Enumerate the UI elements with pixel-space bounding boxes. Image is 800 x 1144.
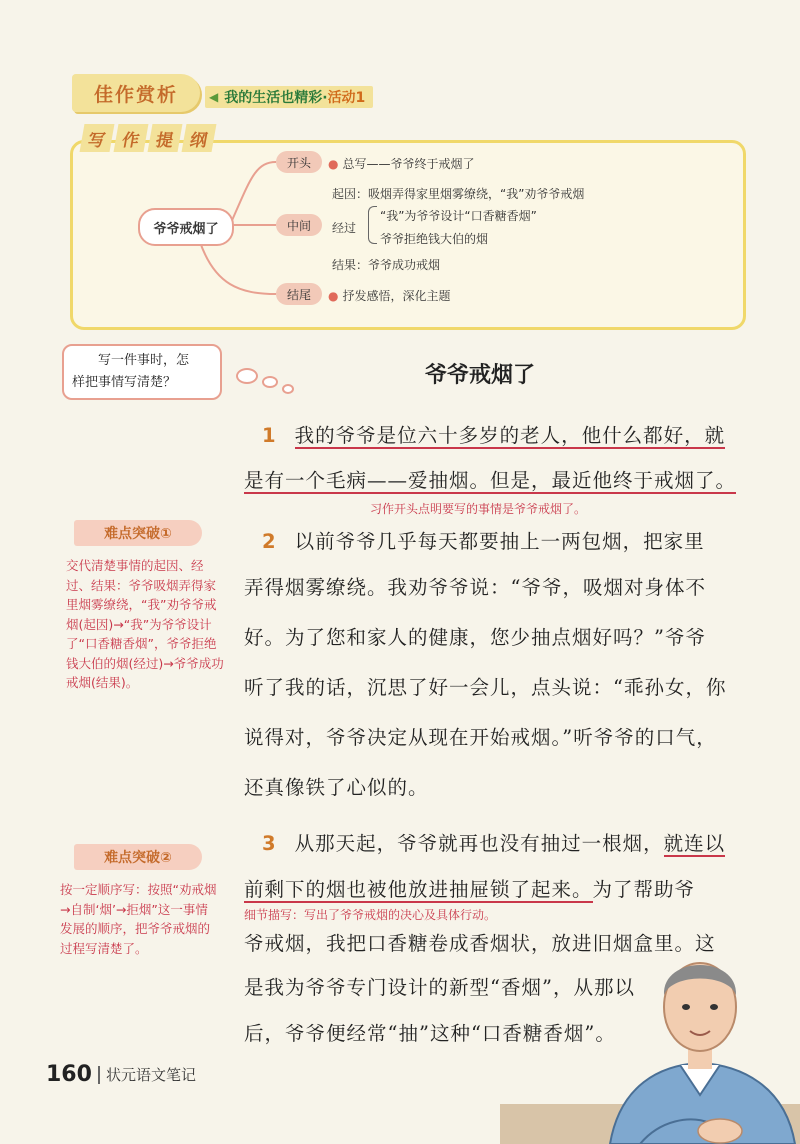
p2-line-1: [262, 526, 705, 554]
paragraph-number: 1: [262, 424, 277, 447]
branch-ending: 结尾: [276, 283, 322, 305]
outline-title-char: 写: [80, 124, 115, 152]
annotation-note-1: 习作开头点明要写的事情是爷爷戒烟了。: [370, 502, 587, 516]
p1-text-1: 我的爷爷是位六十多岁的老人，他什么都好，就: [294, 424, 726, 447]
outline-title-char: 作: [114, 124, 149, 152]
book-title: 状元语文笔记: [105, 1066, 196, 1084]
p3-line-4: 是我为爷爷专门设计的新型“香烟”，从那以: [244, 976, 635, 999]
branch-opening: 开头: [276, 151, 322, 173]
p3-text-2b: 为了帮助爷: [592, 878, 696, 901]
paragraph-number: 2: [262, 530, 277, 553]
middle-process-1: “我”为爷爷设计“口香糖香烟”: [380, 209, 537, 223]
sidebar-badge-2: 难点突破②: [74, 844, 202, 870]
footer-divider: [98, 1066, 100, 1084]
annotation-note-2: 细节描写：写出了爷爷戒烟的决心及具体行动。: [244, 908, 497, 922]
outline-title-char: 提: [148, 124, 183, 152]
p3-line-1: [262, 828, 725, 856]
p1-text-2: 是有一个毛病——爱抽烟。但是，最近他终于戒烟了。: [244, 469, 737, 492]
p2-line-3: 好。为了您和家人的健康，您少抽点烟好吗？”爷爷: [244, 626, 706, 649]
opening-text-row: ● 总写——爷爷终于戒烟了: [328, 157, 475, 171]
p3-text-1a: 从那天起，爷爷就再也没有抽过一根烟，: [294, 832, 664, 855]
opening-text: 总写——爷爷终于戒烟了: [342, 157, 475, 171]
outline-title-char: 纲: [182, 124, 217, 152]
p2-line-6: 还真像铁了心似的。: [244, 776, 429, 799]
middle-cause: 起因：吸烟弄得家里烟雾缭绕，“我”劝爷爷戒烟: [332, 187, 585, 201]
subtitle-text: 我的生活也精彩·: [224, 90, 328, 106]
section-tag: 佳作赏析: [72, 74, 200, 112]
p3-line-5: 后，爷爷便经常“抽”这种“口香糖香烟”。: [244, 1022, 616, 1045]
question-line-2: 样把事情写清楚？: [72, 375, 177, 390]
grandfather-illustration: [600, 935, 800, 1144]
p1-line-1: [262, 420, 725, 448]
paragraph-number: 3: [262, 832, 277, 855]
sidebar-text-1: 交代清楚事情的起因、经过、结果：爷爷吸烟弄得家里烟雾缭绕，“我”劝爷爷戒烟(起因)→“我”为爷爷设计了“口香糖香烟”，爷爷拒绝钱大伯的烟(经过)→爷爷成功戒烟(结果)。: [66, 558, 224, 690]
branch-middle: 中间: [276, 214, 322, 236]
p3-text-2a: 前剩下的烟也被他放进抽屉锁了起来。: [244, 878, 593, 901]
p3-line-3: 爷戒烟，我把口香糖卷成香烟状，放进旧烟盒里。这: [244, 932, 716, 955]
article-title: 爷爷戒烟了: [424, 362, 535, 388]
p3-text-1b: 就连以: [663, 832, 726, 855]
arrow-left-icon: ◀: [209, 90, 219, 104]
middle-process-label: 经过: [332, 221, 357, 235]
page-number: 160: [46, 1062, 92, 1087]
middle-result: 结果：爷爷成功戒烟: [332, 258, 441, 272]
process-brace: [368, 206, 377, 244]
p3-line-2: [244, 874, 695, 902]
middle-process-2: 爷爷拒绝钱大伯的烟: [380, 232, 489, 246]
outline-root-node: 爷爷戒烟了: [138, 208, 234, 246]
p2-line-5: 说得对，爷爷决定从现在开始戒烟。”听爷爷的口气，: [244, 726, 717, 749]
ending-text: 抒发感悟，深化主题: [342, 289, 451, 303]
sidebar-badge-1: 难点突破①: [74, 520, 202, 546]
p2-line-2: 弄得烟雾缭绕。我劝爷爷说：“爷爷，吸烟对身体不: [244, 576, 706, 599]
page-footer: [46, 1062, 196, 1087]
sidebar-text-2: 按一定顺序写：按照“劝戒烟→自制‘烟’→拒烟”这一事情发展的顺序，把爷爷戒烟的过程写清楚了。: [60, 882, 217, 956]
p2-line-4: 听了我的话，沉思了好一会儿，点头说：“乖孙女，你: [244, 676, 727, 699]
question-line-1: 写一件事时，怎: [98, 353, 190, 368]
activity-text: 活动1: [327, 90, 366, 106]
p2-text-1: 以前爷爷几乎每天都要抽上一两包烟，把家里: [294, 530, 705, 553]
p1-line-2: [244, 465, 736, 493]
ending-text-row: ● 抒发感悟，深化主题: [328, 289, 451, 303]
